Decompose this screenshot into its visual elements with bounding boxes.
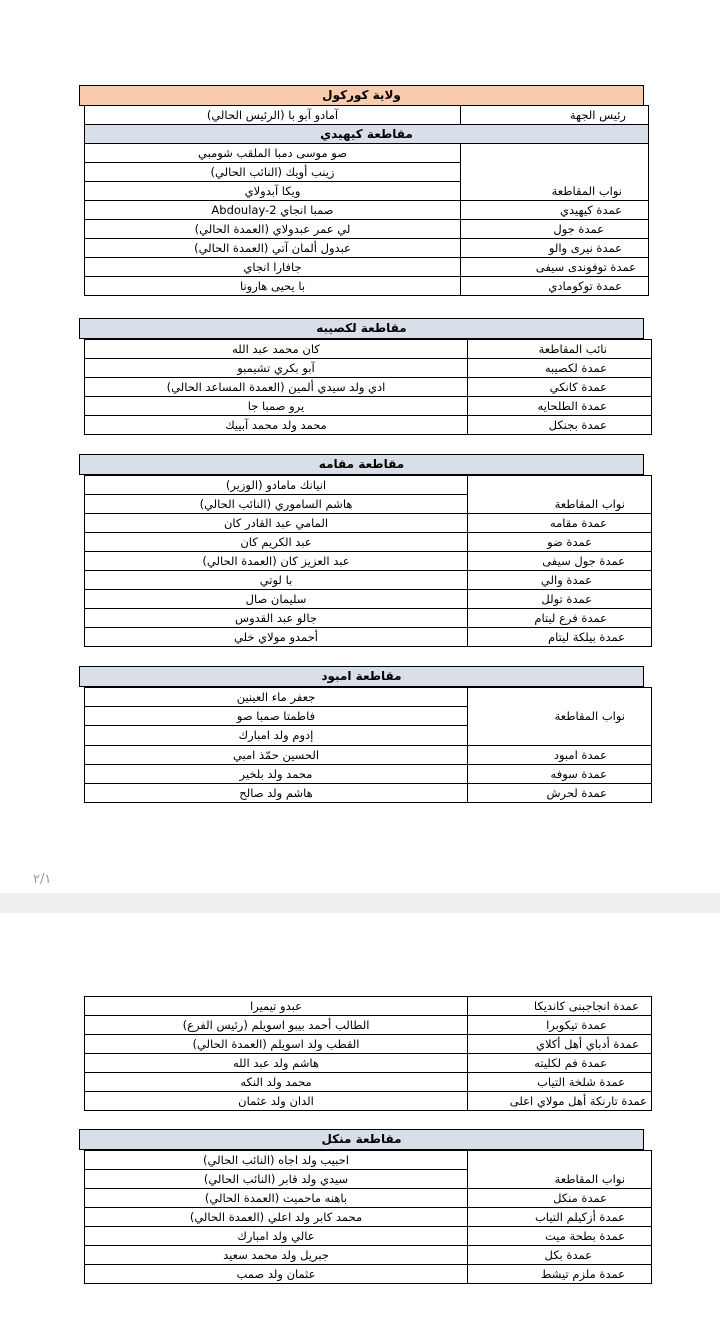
table-row: [85, 1151, 652, 1170]
table-row: [85, 144, 649, 163]
row-label: عمدة والي: [468, 571, 652, 590]
row-value: لي عمر عبدولاي (العمدة الحالي): [85, 220, 461, 239]
table-row: [85, 340, 652, 359]
row-value: عبدول ألمان آتي (العمدة الحالي): [85, 239, 461, 258]
lexeiba-title: مقاطعة لكصيبه: [79, 318, 644, 339]
maghama-table: [84, 475, 652, 647]
table-row: [85, 628, 652, 647]
page-number: ٢/١: [33, 872, 52, 887]
row-value: هاشم ولد صالح: [85, 784, 468, 803]
row-value: جعفر ماء العينين: [85, 688, 468, 707]
row-value: آبو بكري تشيمبو: [85, 359, 468, 378]
table-row: [85, 1054, 652, 1073]
document-page-2: [0, 913, 720, 1321]
row-value: سليمان صال: [85, 590, 468, 609]
row-label: عمدة تولل: [468, 590, 652, 609]
table-row: [85, 201, 649, 220]
row-value: صو موسى دمبا الملقب شومبي: [85, 144, 461, 163]
table-row: [85, 359, 652, 378]
table-row: [85, 609, 652, 628]
row-label: عمدة كيهيدي: [461, 201, 649, 220]
table-row: [85, 277, 649, 296]
wilaya-title: ولاية كوركول: [79, 85, 644, 106]
row-value: محمد ولد النكه: [85, 1073, 468, 1092]
row-label: عمدة توفوندى سيفى: [461, 258, 649, 277]
row-label: عمدة أدباي أهل أكلاي: [468, 1035, 652, 1054]
row-value: محمد كابر ولد اعلي (العمدة الحالي): [85, 1208, 468, 1227]
row-label: عمدة توكومادي: [461, 277, 649, 296]
row-value: إدوم ولد امبارك: [85, 726, 468, 746]
row-value: سيدي ولد قابر (النائب الحالي): [85, 1170, 468, 1189]
row-value: احبيب ولد اجاه (النائب الحالي): [85, 1151, 468, 1170]
row-label: عمدة أزكيلم التياب: [468, 1208, 652, 1227]
row-value: آمادو آبو با (الرئيس الحالي): [85, 106, 461, 125]
table-row: [85, 220, 649, 239]
row-label: عمدة بطحة ميت: [468, 1227, 652, 1246]
row-label: عمدة الطلحايه: [468, 397, 652, 416]
page-separator: [0, 893, 720, 913]
row-label: عمدة نيرى والو: [461, 239, 649, 258]
table-row: [85, 416, 652, 435]
row-value: الدان ولد عثمان: [85, 1092, 468, 1111]
row-label: عمدة جول سيفى: [468, 552, 652, 571]
row-value: عبد العزيز كان (العمدة الحالي): [85, 552, 468, 571]
row-value: باهنه ماحميت (العمدة الحالي): [85, 1189, 468, 1208]
row-value: المامي عبد القادر كان: [85, 514, 468, 533]
row-label: عمدة بجنكل: [468, 416, 652, 435]
row-label: عمدة ملزم تيشط: [468, 1265, 652, 1284]
section-title: مقاطعة كيهيدي: [85, 125, 649, 144]
table-row: [85, 1035, 652, 1054]
row-value: هاشم الساموري (النائب الحالي): [85, 495, 468, 514]
row-label: عمدة تيكوبرا: [468, 1016, 652, 1035]
row-value: فاطمتا صمبا صو: [85, 707, 468, 726]
row-label: عمدة كانكي: [468, 378, 652, 397]
mbout-title: مقاطعة امبود: [79, 666, 644, 687]
row-value: عبد الكريم كان: [85, 533, 468, 552]
table-row: [85, 1227, 652, 1246]
row-label: نواب المقاطعة: [468, 688, 652, 746]
row-value: جافارا انجاي: [85, 258, 461, 277]
row-value: انيانك مامادو (الوزير): [85, 476, 468, 495]
row-value: محمد ولد بلخير: [85, 765, 468, 784]
table-row: [85, 1092, 652, 1111]
row-value: الطالب أحمد بيبو اسويلم (رئيس الفرع): [85, 1016, 468, 1035]
row-value: القطب ولد اسويلم (العمدة الحالي): [85, 1035, 468, 1054]
row-value: الحسين حمّذ امبي: [85, 746, 468, 765]
lexeiba-table: [84, 339, 652, 435]
table-row: [85, 397, 652, 416]
table-row: [85, 533, 652, 552]
row-value: با يحيى هارونا: [85, 277, 461, 296]
table-row: [85, 476, 652, 495]
mbout-table: [84, 687, 652, 803]
table-row: [85, 765, 652, 784]
row-label: نواب المقاطعة: [468, 476, 652, 514]
row-value: با لوتي: [85, 571, 468, 590]
row-label: عمدة ضو: [468, 533, 652, 552]
table-row: [85, 378, 652, 397]
row-label: عمدة لحرش: [468, 784, 652, 803]
table-row: [85, 571, 652, 590]
row-value: يرو صمبا جا: [85, 397, 468, 416]
row-value: جالو عبد القدوس: [85, 609, 468, 628]
mbout-continued-table: [84, 996, 652, 1111]
table-row: [85, 688, 652, 707]
row-value: عثمان ولد صمب: [85, 1265, 468, 1284]
table-row: [85, 1189, 652, 1208]
row-label: عمدة سوفه: [468, 765, 652, 784]
table-row: [85, 1208, 652, 1227]
row-value: كان محمد عبد الله: [85, 340, 468, 359]
row-label: نواب المقاطعة: [468, 1151, 652, 1189]
maghama-title: مقاطعة مقامه: [79, 454, 644, 475]
row-label: عمدة بكل: [468, 1246, 652, 1265]
row-label: رئيس الجهة: [461, 106, 649, 125]
row-value: عبدو تيميرا: [85, 997, 468, 1016]
table-row: [85, 106, 649, 125]
row-value: عالي ولد امبارك: [85, 1227, 468, 1246]
row-label: نواب المقاطعة: [461, 144, 649, 201]
kaedi-table: [84, 105, 649, 296]
row-label: عمدة شلخة التياب: [468, 1073, 652, 1092]
table-row: [85, 1016, 652, 1035]
row-value: زينب أويك (النائب الحالي): [85, 163, 461, 182]
monguel-table: [84, 1150, 652, 1284]
row-label: عمدة جول: [461, 220, 649, 239]
row-label: عمدة فرع ليتام: [468, 609, 652, 628]
row-label: عمدة فم لكليته: [468, 1054, 652, 1073]
row-value: ويكا آبدولاي: [85, 182, 461, 201]
table-row: [85, 746, 652, 765]
row-label: عمدة تارنكة أهل مولاي اعلى: [468, 1092, 652, 1111]
row-value: هاشم ولد عبد الله: [85, 1054, 468, 1073]
table-row: [85, 552, 652, 571]
row-value: أحمدو مولاي خلي: [85, 628, 468, 647]
row-label: عمدة مقامه: [468, 514, 652, 533]
row-label: عمدة منكل: [468, 1189, 652, 1208]
row-value: ادي ولد سيدي ألمين (العمدة المساعد الحالي): [85, 378, 468, 397]
table-row: [85, 1073, 652, 1092]
table-row: [85, 590, 652, 609]
monguel-title: مقاطعة منكل: [79, 1129, 644, 1150]
table-row: [85, 1265, 652, 1284]
row-label: عمدة بيلكة ليتام: [468, 628, 652, 647]
row-label: عمدة انجاجبنى كانديكا: [468, 997, 652, 1016]
table-row: [85, 1246, 652, 1265]
table-row: [85, 784, 652, 803]
row-label: عمدة امبود: [468, 746, 652, 765]
table-row: [85, 997, 652, 1016]
table-row: [85, 514, 652, 533]
table-row: [85, 125, 649, 144]
row-label: عمدة لكصيبه: [468, 359, 652, 378]
row-value: محمد ولد محمد آبييك: [85, 416, 468, 435]
table-row: [85, 258, 649, 277]
row-value: جبريل ولد محمد سعيد: [85, 1246, 468, 1265]
row-label: نائب المقاطعة: [468, 340, 652, 359]
row-value: Abdoulay-2 صمبا انجاي: [85, 201, 461, 220]
table-row: [85, 239, 649, 258]
